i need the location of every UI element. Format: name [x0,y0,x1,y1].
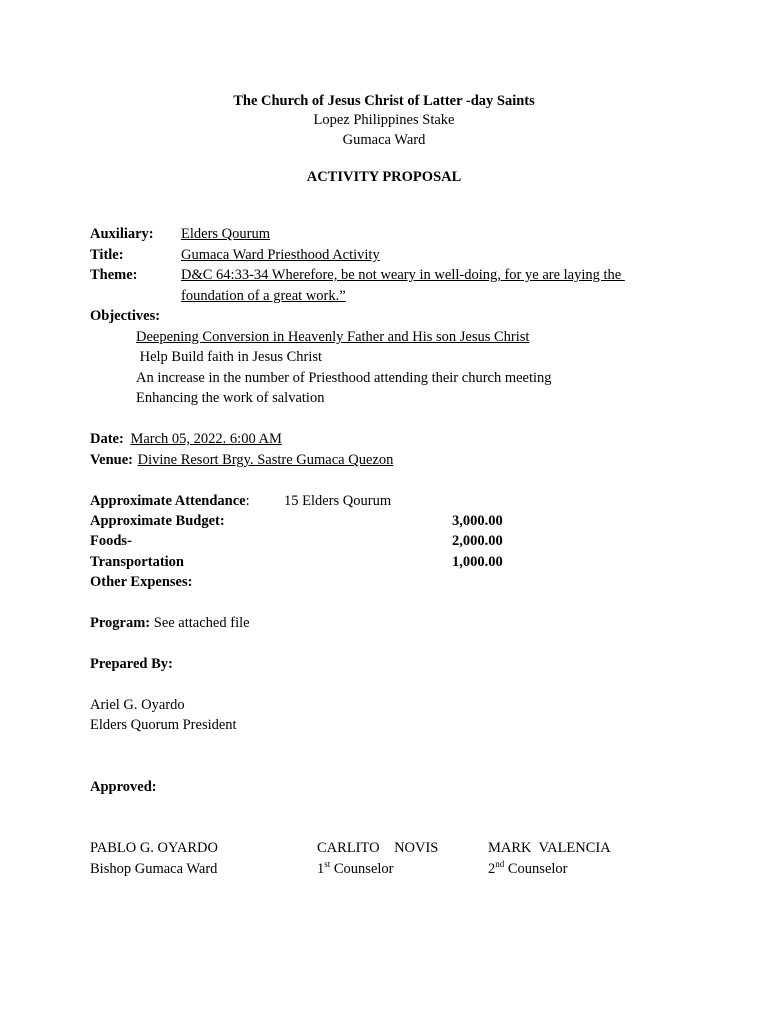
attendance-value: 15 Elders Qourum [284,493,392,509]
objective-item: Help Build faith in Jesus Christ [136,349,323,365]
theme-value-line2: foundation of a great work.” [181,288,346,304]
other-expenses-label: Other Expenses: [90,574,193,590]
venue-label: Venue: [90,452,133,468]
objective-item: Enhancing the work of salvation [136,390,325,406]
signatory-role: 1st Counselor [317,859,394,877]
foods-label: Foods- [90,533,132,549]
preparer-position: Elders Quorum President [90,717,237,733]
title-label: Title: [90,247,124,263]
church-name: The Church of Jesus Christ of Latter -day Saints [233,93,535,109]
auxiliary-label: Auxiliary: [90,226,154,242]
program-row [90,614,250,632]
title-value: Gumaca Ward Priesthood Activity [181,247,380,263]
transportation-value: 1,000.00 [452,554,503,570]
budget-value: 3,000.00 [452,513,503,529]
budget-label: Approximate Budget: [90,513,225,529]
signatory-name: MARK VALENCIA [488,840,611,856]
attendance-colon: : [245,493,250,509]
preparer-name: Ariel G. Oyardo [90,697,185,713]
signatory-name: PABLO G. OYARDO [90,840,218,856]
venue-value: Divine Resort Brgy. Sastre Gumaca Quezon [137,452,394,468]
stake-name: Lopez Philippines Stake [313,112,455,128]
date-value: March 05, 2022. 6:00 AM [130,431,282,447]
signatory-role: 2nd Counselor [488,859,568,877]
attendance-label: Approximate Attendance [90,493,246,509]
foods-value: 2,000.00 [452,533,503,549]
approved-label: Approved: [90,779,157,795]
auxiliary-value: Elders Qourum [181,226,270,242]
objective-item: Deepening Conversion in Heavenly Father and His son Jesus Christ [136,329,530,345]
signatory-name: CARLITO NOVIS [317,840,439,856]
document-title: ACTIVITY PROPOSAL [306,169,462,185]
transportation-label: Transportation [90,554,184,570]
program-label: Program: [90,615,151,631]
objective-item: An increase in the number of Priesthood attending their church meeting [136,370,552,386]
venue-row [90,451,393,469]
signatory-role: Bishop Gumaca Ward [90,861,218,877]
date-label: Date: [90,431,124,447]
program-value: See attached file [153,615,250,631]
objectives-label: Objectives: [90,308,161,324]
theme-label: Theme: [90,267,138,283]
attendance-row [90,492,250,510]
theme-value-line1: D&C 64:33-34 Wherefore, be not weary in well-doing, for ye are laying the [181,267,625,283]
ward-name: Gumaca Ward [342,132,426,148]
prepared-by-label: Prepared By: [90,656,173,672]
date-row [90,430,282,448]
